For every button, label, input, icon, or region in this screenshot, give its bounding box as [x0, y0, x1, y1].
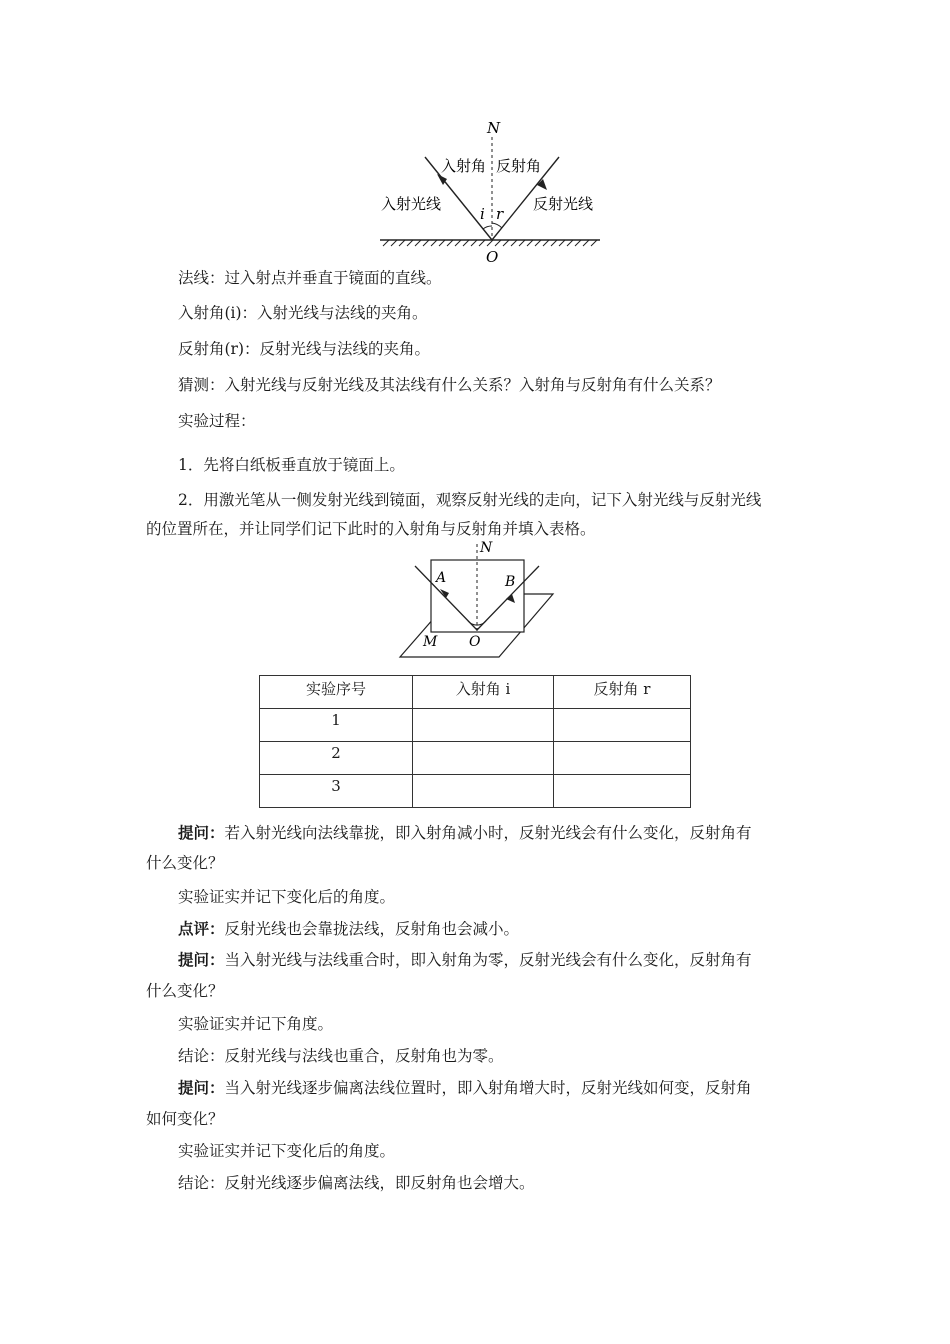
comment-text: 反射光线也会靠拢法线，反射角也会减小。 — [224, 920, 520, 938]
trial-number-cell: 3 — [260, 775, 413, 808]
verify-2: 实验证实并记下角度。 — [178, 1015, 334, 1033]
verify-1: 实验证实并记下变化后的角度。 — [178, 888, 396, 906]
comment-1 — [178, 918, 519, 940]
question-label: 提问： — [178, 950, 225, 969]
incident-ray-label: 入射光线 — [381, 195, 442, 213]
reflect-angle-definition: 反射角(r)：反射光线与法线的夹角。 — [178, 340, 431, 358]
question-text: 当入射光线逐步偏离法线位置时，即入射角增大时，反射光线如何变，反射角 — [224, 1079, 752, 1097]
trial-number-cell: 2 — [260, 742, 413, 775]
reflect-angle-cell — [554, 709, 691, 742]
question-2 — [178, 949, 752, 971]
reflected-angle-arc — [492, 223, 502, 228]
reflected-arrow — [537, 179, 547, 190]
question-3-cont: 如何变化？ — [146, 1110, 224, 1128]
point-b-label: B — [505, 574, 516, 590]
reflect-ray-label: 反射光线 — [533, 195, 594, 213]
origin-label: O — [486, 248, 499, 266]
experiment-diagram — [395, 536, 560, 661]
reflection-diagram — [375, 115, 610, 270]
question-2-cont: 什么变化？ — [146, 982, 224, 1000]
experiment-table — [259, 675, 691, 808]
incident-angle-arc — [483, 226, 492, 229]
origin-label: O — [469, 634, 481, 650]
question-label: 提问： — [178, 823, 225, 842]
result-3: 结论：反射光线逐步偏离法线，即反射角也会增大。 — [178, 1174, 535, 1192]
verify-3: 实验证实并记下变化后的角度。 — [178, 1142, 396, 1160]
trial-number-cell: 1 — [260, 709, 413, 742]
reflect-angle-label: 反射角 — [496, 157, 542, 175]
incident-angle-cell — [413, 709, 554, 742]
header-trial-number: 实验序号 — [260, 676, 413, 709]
result-2: 结论：反射光线与法线也重合，反射角也为零。 — [178, 1047, 504, 1065]
angle-r-label: r — [496, 205, 504, 223]
table-row — [260, 742, 691, 775]
step-2-line-1: 2．用激光笔从一侧发射光线到镜面，观察反射光线的走向，记下入射光线与反射光线 — [178, 491, 762, 509]
question-1 — [178, 822, 752, 844]
procedure-heading: 实验过程： — [178, 412, 256, 430]
table-header-row — [260, 676, 691, 709]
header-incident-angle: 入射角 i — [413, 676, 554, 709]
comment-label: 点评： — [178, 919, 225, 938]
table-row — [260, 709, 691, 742]
table-row — [260, 775, 691, 808]
incident-angle-definition: 入射角(i)：入射光线与法线的夹角。 — [178, 304, 428, 322]
header-reflect-angle: 反射角 r — [554, 676, 691, 709]
question-1-cont: 什么变化？ — [146, 854, 224, 872]
mirror-hatching — [383, 240, 597, 246]
normal-definition: 法线：过入射点并垂直于镜面的直线。 — [178, 269, 442, 287]
incident-angle-cell — [413, 775, 554, 808]
hypothesis: 猜测：入射光线与反射光线及其法线有什么关系？入射角与反射角有什么关系？ — [178, 376, 721, 394]
reflect-angle-cell — [554, 775, 691, 808]
question-text: 若入射光线向法线靠拢，即入射角减小时，反射光线会有什么变化，反射角有 — [224, 824, 752, 842]
incident-angle-cell — [413, 742, 554, 775]
step-2-line-2: 的位置所在，并让同学们记下此时的入射角与反射角并填入表格。 — [146, 520, 596, 538]
point-a-label: A — [436, 570, 447, 586]
reflect-angle-cell — [554, 742, 691, 775]
incident-angle-label: 入射角 — [441, 157, 487, 175]
normal-label: N — [480, 540, 493, 556]
step-1: 1．先将白纸板垂直放于镜面上。 — [178, 456, 405, 474]
angle-i-label: i — [480, 205, 485, 223]
point-m-label: M — [423, 634, 438, 650]
normal-label: N — [487, 119, 501, 137]
question-3 — [178, 1077, 752, 1099]
question-text: 当入射光线与法线重合时，即入射角为零，反射光线会有什么变化，反射角有 — [224, 951, 752, 969]
question-label: 提问： — [178, 1078, 225, 1097]
